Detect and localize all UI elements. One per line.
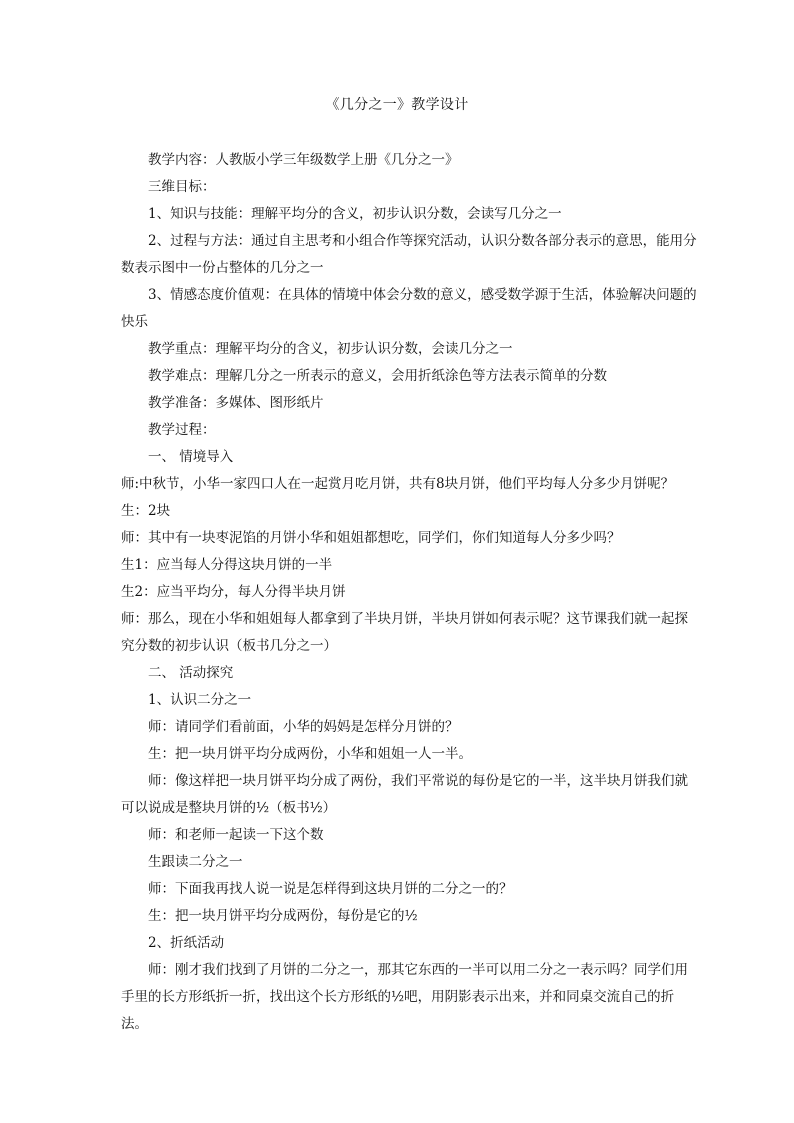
paragraph: 师：其中有一块枣泥馅的月饼小华和姐姐都想吃，同学们，你们知道每人分多少吗？ — [121, 530, 621, 546]
document-body — [121, 147, 699, 1038]
paragraph: 生1：应当每人分得这块月饼的一半 — [121, 557, 333, 573]
paragraph: 2、过程与方法：通过自主思考和小组合作等探究活动，认识分数各部分表示的意思，能用分数表示图中一份占整体的几分之一 — [121, 233, 697, 276]
paragraph: 师：请同学们看前面，小华的妈妈是怎样分月饼的？ — [148, 719, 459, 735]
paragraph: 教学难点：理解几分之一所表示的意义，会用折纸涂色等方法表示简单的分数 — [148, 368, 607, 384]
paragraph: 教学内容：人教版小学三年级数学上册《几分之一》 — [148, 152, 459, 168]
paragraph: 生2：应当平均分，每人分得半块月饼 — [121, 584, 346, 600]
paragraph: 二、 活动探究 — [148, 665, 234, 681]
paragraph: 师：像这样把一块月饼平均分成了两份，我们平常说的每份是它的一半，这半块月饼我们就可以说成是整块月饼的½（板书½） — [121, 773, 688, 816]
paragraph: 2、折纸活动 — [148, 935, 225, 951]
paragraph: 师：下面我再找人说一说是怎样得到这块月饼的二分之一的？ — [148, 881, 513, 897]
paragraph: 三维目标： — [148, 179, 216, 195]
paragraph: 师：和老师一起读一下这个数 — [148, 827, 324, 843]
paragraph: 师:中秋节，小华一家四口人在一起赏月吃月饼，共有8块月饼，他们平均每人分多少月饼呢？ — [121, 476, 675, 492]
paragraph: 3、情感态度价值观：在具体的情境中体会分数的意义，感受数学源于生活，体验解决问题的快乐 — [121, 287, 697, 330]
paragraph: 一、 情境导入 — [148, 449, 234, 465]
paragraph: 1、认识二分之一 — [148, 692, 252, 708]
paragraph: 生：2块 — [121, 503, 171, 519]
paragraph: 教学过程： — [148, 422, 216, 438]
paragraph: 生跟读二分之一 — [148, 854, 243, 870]
paragraph: 师：那么，现在小华和姐姐每人都拿到了半块月饼，半块月饼如何表示呢？这节课我们就一起探究分数的初步认识（板书几分之一） — [121, 611, 688, 654]
paragraph: 1、知识与技能：理解平均分的含义，初步认识分数，会读写几分之一 — [148, 206, 562, 222]
paragraph: 生：把一块月饼平均分成两份，小华和姐姐一人一半。 — [148, 746, 472, 762]
paragraph: 教学准备：多媒体、图形纸片 — [148, 395, 324, 411]
paragraph: 师：刚才我们找到了月饼的二分之一，那其它东西的一半可以用二分之一表示吗？同学们用手里的长方形纸折一折，找出这个长方形纸的½吧，用阴影表示出来，并和同桌交流自己的折法。 — [121, 962, 688, 1032]
paragraph: 生：把一块月饼平均分成两份，每份是它的½ — [148, 908, 418, 924]
paragraph: 教学重点：理解平均分的含义，初步认识分数，会读几分之一 — [148, 341, 513, 357]
document-title: 《几分之一》教学设计 — [325, 97, 469, 113]
